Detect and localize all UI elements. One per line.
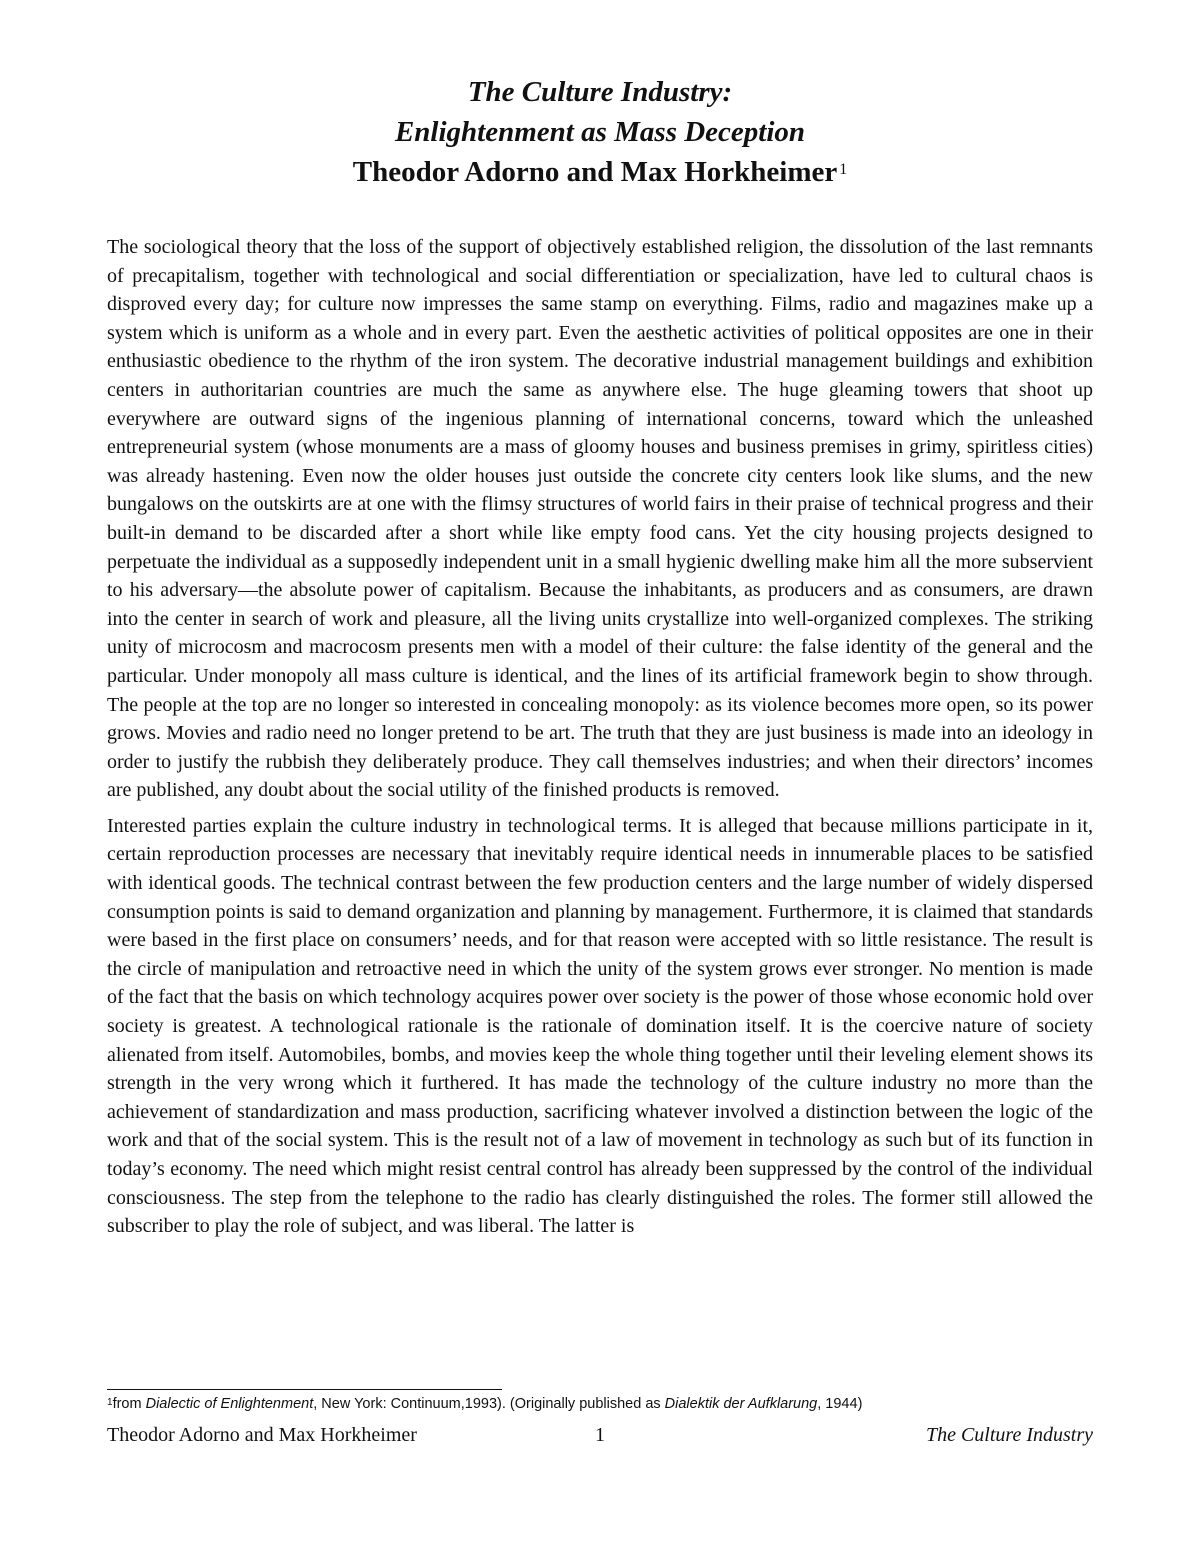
footer-authors: Theodor Adorno and Max Horkheimer: [107, 1424, 417, 1446]
page-footer: [107, 1422, 1093, 1448]
paragraph-1: The sociological theory that the loss of the support of objectively established religion, the dissolution of the last remnants of precapitalism, together with technological and social differentiation or specialization, have led to cultural chaos is disproved every day; for culture now impresses the same stamp on everything. Films, radio and magazines make up a system which is uniform as a whole and in every part. Even the aesthetic activities of political opposites are one in their enthusiastic obedience to the rhythm of the iron system. The decorative industrial management buildings and exhibition centers in authoritarian countries are much the same as anywhere else. The huge gleaming towers that shoot up everywhere are outward signs of the ingenious planning of international concerns, toward which the unleashed entrepreneurial system (whose monuments are a mass of gloomy houses and business premises in grimy, spiritless cities) was already hastening. Even now the older houses just outside the concrete city centers look like slums, and the new bungalows on the outskirts are at one with the flimsy structures of world fairs in their praise of technical progress and their built-in demand to be discarded after a short while like empty food cans. Yet the city housing projects designed to perpetuate the individual as a supposedly independent unit in a small hygienic dwelling make him all the more subservient to his adversary—the absolute power of capitalism. Because the inhabitants, as producers and as consumers, are drawn into the center in search of work and pleasure, all the living units crystallize into well-organized complexes. The striking unity of microcosm and macrocosm presents men with a model of their culture: the false identity of the general and the particular. Under monopoly all mass culture is identical, and the lines of its artificial framework begin to show through. The people at the top are no longer so interested in concealing monopoly: as its violence becomes more open, so its power grows. Movies and radio need no longer pretend to be art. The truth that they are just business is made into an ideology in order to justify the rubbish they deliberately produce. They call themselves industries; and when their directors’ incomes are published, any doubt about the social utility of the finished products is removed.: [107, 236, 1093, 802]
footer-page-number: 1: [595, 1424, 605, 1446]
title-footnote-marker[interactable]: 1: [839, 161, 848, 178]
footnote-book-title: Dialectic of Enlightenment: [145, 1396, 314, 1412]
body-text: [107, 233, 1093, 1248]
footnote-middle: , New York: Continuum,1993). (Originally published as: [313, 1396, 665, 1412]
footnote-prefix: from: [112, 1396, 146, 1412]
footnote-marker: 1: [107, 1397, 113, 1408]
footnote-original-title: Dialektik der Aufklarung: [664, 1396, 818, 1412]
title-authors: [0, 152, 1200, 192]
footnote: [107, 1394, 1093, 1414]
title-line-2: Enlightenment as Mass Deception: [394, 116, 806, 148]
footnote-suffix: , 1944): [817, 1396, 863, 1412]
authors-text: Theodor Adorno and Max Horkheimer: [352, 156, 838, 188]
title-line-1: The Culture Industry:: [467, 76, 733, 108]
footnote-divider: [107, 1389, 502, 1390]
paragraph-2: Interested parties explain the culture industry in technological terms. It is alleged that because millions participate in it, certain reproduction processes are necessary that inevitably require identical needs in innumerable places to be satisfied with identical goods. The technical contrast between the few production centers and the large number of widely dispersed consumption points is said to demand organization and planning by management. Furthermore, it is claimed that standards were based in the first place on consumers’ needs, and for that reason were accepted with so little resistance. The result is the circle of manipulation and retroactive need in which the unity of the system grows ever stronger. No mention is made of the fact that the basis on which technology acquires power over society is the power of those whose economic hold over society is greatest. A technological rationale is the rationale of domination itself. It is the coercive nature of society alienated from itself. Automobiles, bombs, and movies keep the whole thing together until their leveling element shows its strength in the very wrong which it furthered. It has made the technology of the culture industry no more than the achievement of standardization and mass production, sacrificing whatever involved a distinction between the logic of the work and that of the social system. This is the result not of a law of movement in technology as such but of its function in today’s economy. The need which might resist central control has already been suppressed by the control of the individual consciousness. The step from the telephone to the radio has clearly distinguished the roles. The former still allowed the subscriber to play the role of subject, and was liberal. The latter is: [107, 814, 1093, 1238]
footer-title: The Culture Industry: [925, 1424, 1093, 1446]
title-block: [0, 72, 1200, 192]
